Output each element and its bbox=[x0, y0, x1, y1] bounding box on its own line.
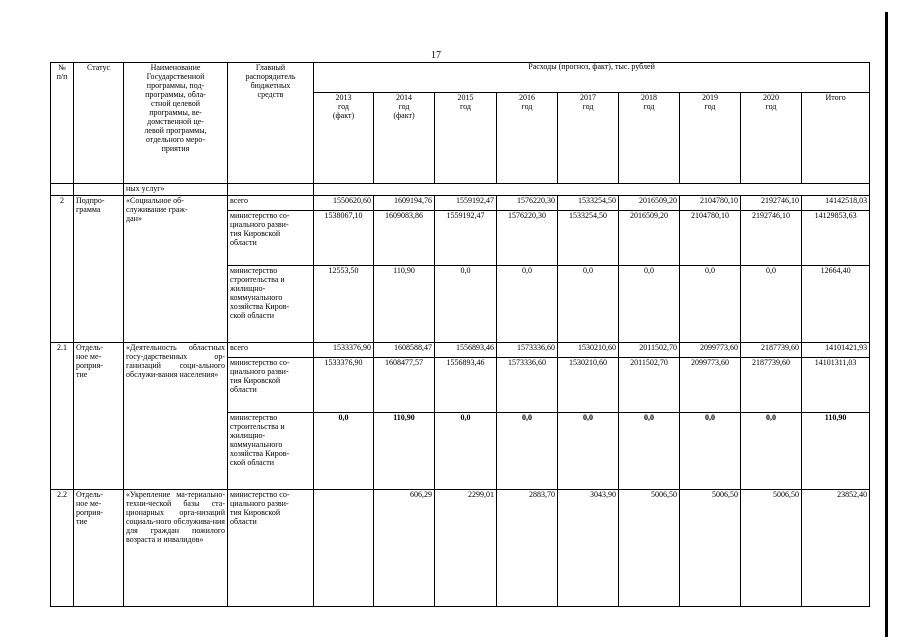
value-cell: 2011502,70 bbox=[619, 342, 680, 357]
value-cell: 606,29 bbox=[374, 489, 435, 606]
total-cell: 110,90 bbox=[802, 412, 870, 489]
header-num: № п/п bbox=[51, 63, 74, 184]
value-cell: 1609194,76 bbox=[374, 195, 435, 210]
value-cell: 0,0 bbox=[497, 265, 558, 342]
section-num: 2.1 bbox=[51, 342, 74, 489]
header-year-4: 2017 год bbox=[558, 93, 619, 184]
value-cell: 1533376,90 bbox=[314, 342, 374, 357]
page-number: 17 bbox=[431, 50, 441, 61]
section-num: 2.2 bbox=[51, 489, 74, 606]
value-cell: 2187739,60 bbox=[741, 342, 802, 357]
value-cell: 2104780,10 bbox=[680, 210, 741, 265]
header-name: Наименование Государственной программы, под- программы, обла- стной целевой программы, ве- домственной це- левой программы, отдельного меро- приятия bbox=[124, 63, 228, 184]
section-name: «Деятельность областных госу-дарственных ор-ганизаций соци-ального обслужи-вания населения» bbox=[124, 342, 228, 489]
section-status: Подпро- грамма bbox=[74, 195, 124, 342]
header-year-7: 2020 год bbox=[741, 93, 802, 184]
value-cell: 1609083,86 bbox=[374, 210, 435, 265]
header-row bbox=[51, 63, 870, 93]
value-cell: 2099773,60 bbox=[680, 357, 741, 412]
carryover-values bbox=[314, 184, 870, 196]
header-year-2: 2015 год bbox=[435, 93, 497, 184]
value-cell: 0,0 bbox=[558, 412, 619, 489]
carryover-name: ных услуг» bbox=[124, 184, 228, 196]
value-cell: 1533254,50 bbox=[558, 195, 619, 210]
value-cell: 0,0 bbox=[741, 265, 802, 342]
value-cell: 0,0 bbox=[497, 412, 558, 489]
scan-edge-bar bbox=[885, 12, 888, 637]
header-year-0: 2013 год (факт) bbox=[314, 93, 374, 184]
total-cell: 14101421,93 bbox=[802, 342, 870, 357]
value-cell: 2192746,10 bbox=[741, 210, 802, 265]
header-distributor: Главный распорядитель бюджетных средств bbox=[228, 63, 314, 184]
total-cell: 14101311,03 bbox=[802, 357, 870, 412]
distributor-cell: министерство со- циального разви- тия Кировской области bbox=[228, 489, 314, 606]
value-cell: 2883,70 bbox=[497, 489, 558, 606]
section-name: «Социальное об- служивание граж- дан» bbox=[124, 195, 228, 342]
header-status: Статус bbox=[74, 63, 124, 184]
value-cell: 5006,50 bbox=[619, 489, 680, 606]
header-year-5: 2018 год bbox=[619, 93, 680, 184]
value-cell: 0,0 bbox=[680, 265, 741, 342]
value-cell: 0,0 bbox=[558, 265, 619, 342]
value-cell: 3043,90 bbox=[558, 489, 619, 606]
value-cell: 1576220,30 bbox=[497, 210, 558, 265]
value-cell: 0,0 bbox=[435, 265, 497, 342]
header-year-3: 2016 год bbox=[497, 93, 558, 184]
value-cell bbox=[314, 489, 374, 606]
value-cell: 5006,50 bbox=[680, 489, 741, 606]
section-2-row-0 bbox=[51, 489, 870, 606]
value-cell: 1608477,57 bbox=[374, 357, 435, 412]
distributor-cell: всего bbox=[228, 195, 314, 210]
value-cell: 2104780,10 bbox=[680, 195, 741, 210]
value-cell: 2016509,20 bbox=[619, 195, 680, 210]
carryover-distributor bbox=[228, 184, 314, 196]
section-status: Отдель- ное ме- роприя- тие bbox=[74, 342, 124, 489]
value-cell: 110,90 bbox=[374, 412, 435, 489]
value-cell: 1556893,46 bbox=[435, 342, 497, 357]
value-cell: 1538067,10 bbox=[314, 210, 374, 265]
value-cell: 0,0 bbox=[619, 412, 680, 489]
total-cell: 14129853,63 bbox=[802, 210, 870, 265]
distributor-cell: министерство со- циального разви- тия Кировской области bbox=[228, 210, 314, 265]
value-cell: 1533254,50 bbox=[558, 210, 619, 265]
section-1-row-0 bbox=[51, 342, 870, 357]
value-cell: 5006,50 bbox=[741, 489, 802, 606]
value-cell: 0,0 bbox=[314, 412, 374, 489]
value-cell: 12553,50 bbox=[314, 265, 374, 342]
carryover-row bbox=[51, 184, 870, 196]
value-cell: 1576220,30 bbox=[497, 195, 558, 210]
section-status: Отдель- ное ме- роприя- тие bbox=[74, 489, 124, 606]
value-cell: 1573336,60 bbox=[497, 342, 558, 357]
section-name: «Укрепление ма-териально-техни-ческой базы ста-ционарных орга-низаций социаль-ного обслужива-ния для граждан пожилого возраста и инвалидов» bbox=[124, 489, 228, 606]
table-body bbox=[51, 63, 870, 607]
value-cell: 1559192,47 bbox=[435, 210, 497, 265]
value-cell: 0,0 bbox=[741, 412, 802, 489]
value-cell: 1530210,60 bbox=[558, 342, 619, 357]
carryover-status bbox=[74, 184, 124, 196]
header-year-6: 2019 год bbox=[680, 93, 741, 184]
value-cell: 1608588,47 bbox=[374, 342, 435, 357]
distributor-cell: всего bbox=[228, 342, 314, 357]
value-cell: 0,0 bbox=[435, 412, 497, 489]
value-cell: 2192746,10 bbox=[741, 195, 802, 210]
value-cell: 0,0 bbox=[680, 412, 741, 489]
value-cell: 2011502,70 bbox=[619, 357, 680, 412]
section-num: 2 bbox=[51, 195, 74, 342]
budget-table bbox=[50, 62, 870, 607]
distributor-cell: министерство строительства и жилищно- коммунального хозяйства Киров- ской области bbox=[228, 412, 314, 489]
total-cell: 14142518,03 bbox=[802, 195, 870, 210]
total-cell: 12664,40 bbox=[802, 265, 870, 342]
value-cell: 2099773,60 bbox=[680, 342, 741, 357]
value-cell: 1533376,90 bbox=[314, 357, 374, 412]
value-cell: 2299,01 bbox=[435, 489, 497, 606]
value-cell: 2016509,20 bbox=[619, 210, 680, 265]
value-cell: 1530210,60 bbox=[558, 357, 619, 412]
header-expenses: Расходы (прогноз, факт), тыс. рублей bbox=[314, 63, 870, 93]
value-cell: 110,90 bbox=[374, 265, 435, 342]
value-cell: 1573336,60 bbox=[497, 357, 558, 412]
header-year-1: 2014 год (факт) bbox=[374, 93, 435, 184]
distributor-cell: министерство со- циального разви- тия Кировской области bbox=[228, 357, 314, 412]
value-cell: 0,0 bbox=[619, 265, 680, 342]
carryover-num bbox=[51, 184, 74, 196]
header-year-8: Итого bbox=[802, 93, 870, 184]
value-cell: 2187739,60 bbox=[741, 357, 802, 412]
value-cell: 1556893,46 bbox=[435, 357, 497, 412]
section-0-row-0 bbox=[51, 195, 870, 210]
value-cell: 1559192,47 bbox=[435, 195, 497, 210]
value-cell: 1550620,60 bbox=[314, 195, 374, 210]
distributor-cell: министерство строительства и жилищно- коммунального хозяйства Киров- ской области bbox=[228, 265, 314, 342]
total-cell: 23852,40 bbox=[802, 489, 870, 606]
